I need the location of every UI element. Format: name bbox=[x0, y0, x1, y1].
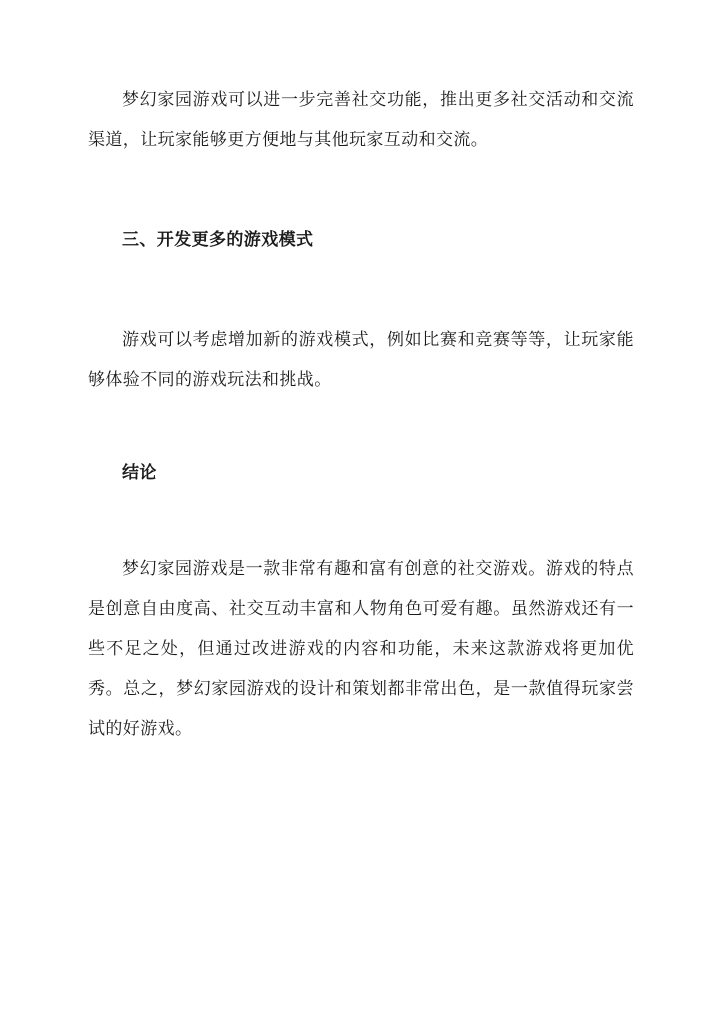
paragraph-game-modes: 游戏可以考虑增加新的游戏模式，例如比赛和竞赛等等，让玩家能够体验不同的游戏玩法和挑战。 bbox=[88, 330, 634, 390]
section-heading-conclusion: 结论 bbox=[122, 463, 157, 483]
paragraph-conclusion: 梦幻家园游戏是一款非常有趣和富有创意的社交游戏。游戏的特点是创意自由度高、社交互动丰富和人物角色可爱有趣。虽然游戏还有一些不足之处，但通过改进游戏的内容和功能，未来这款游戏将更加优秀。总之，梦幻家园游戏的设计和策划都非常出色，是一款值得玩家尝试的好游戏。 bbox=[88, 559, 634, 739]
section-heading-game-modes: 三、开发更多的游戏模式 bbox=[122, 230, 314, 250]
paragraph-social-features: 梦幻家园游戏可以进一步完善社交功能，推出更多社交活动和交流渠道，让玩家能够更方便地与其他玩家互动和交流。 bbox=[88, 90, 634, 150]
